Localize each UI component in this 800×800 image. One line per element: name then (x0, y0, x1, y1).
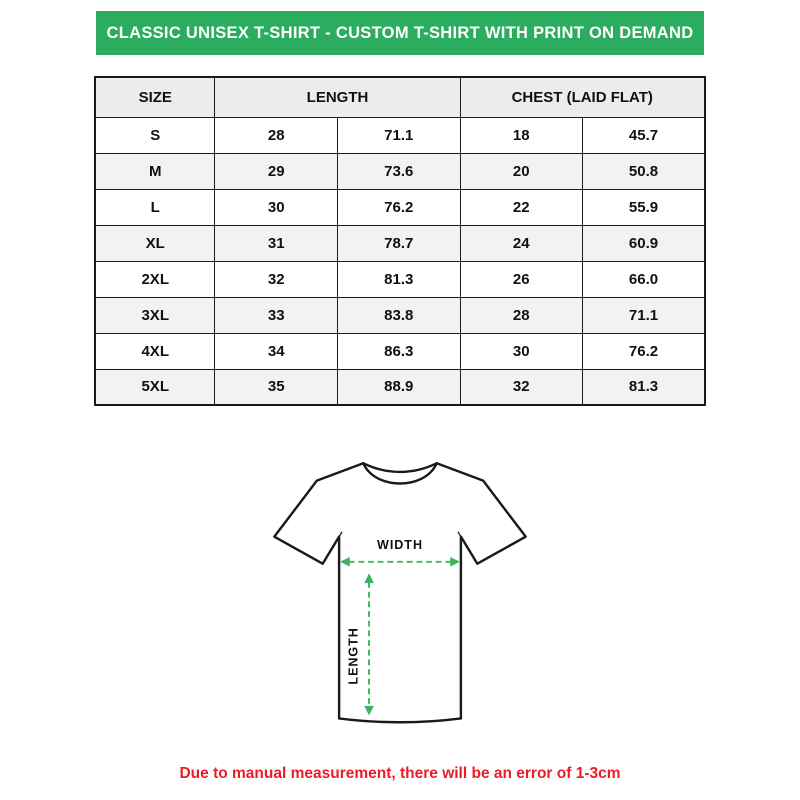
header-size: SIZE (95, 77, 215, 117)
cell-length-in: 31 (215, 225, 338, 261)
table-row (95, 189, 705, 225)
cell-chest-in: 20 (460, 153, 583, 189)
header-length: LENGTH (215, 77, 460, 117)
cell-length-cm: 76.2 (337, 189, 460, 225)
cell-chest-in: 24 (460, 225, 583, 261)
cell-length-cm: 86.3 (337, 333, 460, 369)
cell-chest-cm: 55.9 (583, 189, 706, 225)
cell-length-cm: 78.7 (337, 225, 460, 261)
cell-size: 2XL (95, 261, 215, 297)
length-label: LENGTH (346, 627, 361, 685)
cell-size: L (95, 189, 215, 225)
cell-length-cm: 83.8 (337, 297, 460, 333)
table-row (95, 225, 705, 261)
cell-chest-cm: 76.2 (583, 333, 706, 369)
cell-length-cm: 81.3 (337, 261, 460, 297)
cell-chest-in: 22 (460, 189, 583, 225)
cell-chest-in: 30 (460, 333, 583, 369)
size-chart-table (94, 76, 706, 406)
cell-length-in: 34 (215, 333, 338, 369)
table-row (95, 261, 705, 297)
cell-size: S (95, 117, 215, 153)
cell-length-in: 32 (215, 261, 338, 297)
table-row (95, 297, 705, 333)
cell-chest-in: 32 (460, 369, 583, 405)
cell-length-cm: 88.9 (337, 369, 460, 405)
cell-size: 5XL (95, 369, 215, 405)
title-banner: CLASSIC UNISEX T-SHIRT - CUSTOM T-SHIRT WITH PRINT ON DEMAND (96, 11, 704, 55)
cell-chest-cm: 71.1 (583, 297, 706, 333)
cell-chest-cm: 66.0 (583, 261, 706, 297)
cell-chest-cm: 81.3 (583, 369, 706, 405)
header-chest: CHEST (LAID FLAT) (460, 77, 705, 117)
cell-chest-cm: 50.8 (583, 153, 706, 189)
cell-length-cm: 71.1 (337, 117, 460, 153)
cell-length-cm: 73.6 (337, 153, 460, 189)
cell-chest-cm: 45.7 (583, 117, 706, 153)
cell-chest-in: 18 (460, 117, 583, 153)
cell-size: XL (95, 225, 215, 261)
cell-size: 4XL (95, 333, 215, 369)
tshirt-outline (274, 463, 525, 722)
cell-chest-in: 26 (460, 261, 583, 297)
cell-length-in: 29 (215, 153, 338, 189)
cell-length-in: 28 (215, 117, 338, 153)
tshirt-measurement-diagram (255, 440, 545, 749)
table-header-row (95, 77, 705, 117)
width-label: WIDTH (377, 538, 423, 553)
table-row (95, 369, 705, 405)
table-row (95, 153, 705, 189)
cell-length-in: 30 (215, 189, 338, 225)
cell-chest-cm: 60.9 (583, 225, 706, 261)
cell-size: 3XL (95, 297, 215, 333)
cell-size: M (95, 153, 215, 189)
tshirt-diagram-svg (255, 440, 545, 749)
measurement-error-note: Due to manual measurement, there will be an error of 1-3cm (179, 765, 621, 783)
cell-length-in: 35 (215, 369, 338, 405)
cell-chest-in: 28 (460, 297, 583, 333)
cell-length-in: 33 (215, 297, 338, 333)
page (0, 11, 800, 800)
table-row (95, 333, 705, 369)
table-row (95, 117, 705, 153)
